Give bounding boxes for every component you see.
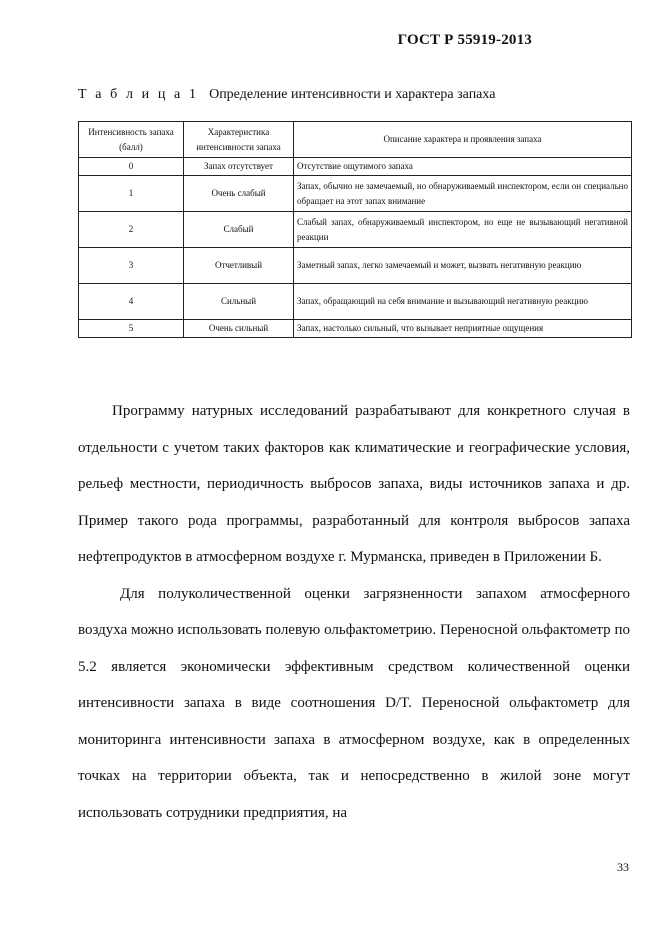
paragraph: Программу натурных исследований разрабатывают для конкретного случая в отдельности с учетом таких факторов как климатические и географические условия, рельеф местности, периодичность выбросов запаха, виды источников запаха и др. Пример такого рода программы, разработанный для контроля выбросов запаха нефтепродуктов в атмосферном воздухе г. Мурманска, приведен в Приложении Б. [78,403,630,565]
table-row [79,248,632,284]
page-number: 33 [617,860,629,874]
column-header-score: Интенсивность запаха (балл) [79,122,184,158]
table-caption-label: Т а б л и ц а 1 [78,87,199,102]
paragraph: Для полуколичественной оценки загрязненности запахом атмосферного воздуха можно использовать полевую ольфактометрию. Переносной ольфактометр по 5.2 является экономически эффективным средством количественной оценки интенсивности запаха в виде соотношения D/T. Переносной ольфактометр для мониторинга интенсивности запаха в атмосферном воздухе, как в определенных точках на территории объекта, так и непосредственно в жилой зоне могут использовать сотрудники предприятия, на [78,585,630,821]
score-cell: 5 [79,320,184,338]
description-cell: Слабый запах, обнаруживаемый инспектором, но еще не вызывающий негативной реакции [294,212,632,248]
body-text [78,393,630,831]
table-row [79,158,632,176]
score-cell: 3 [79,248,184,284]
characteristic-cell: Отчетливый [184,248,294,284]
description-cell: Отсутствие ощутимого запаха [294,158,632,176]
table-header-row [79,122,632,158]
description-cell: Запах, обычно не замечаемый, но обнаруживаемый инспектором, если он специально обращает на этот запах внимание [294,176,632,212]
table-row [79,212,632,248]
description-cell: Запах, настолько сильный, что вызывает неприятные ощущения [294,320,632,338]
characteristic-cell: Слабый [184,212,294,248]
table-row [79,320,632,338]
score-cell: 4 [79,284,184,320]
column-header-description: Описание характера и проявления запаха [294,122,632,158]
characteristic-cell: Запах отсутствует [184,158,294,176]
table-caption [78,87,495,103]
score-cell: 0 [79,158,184,176]
table-caption-title: Определение интенсивности и характера запаха [209,87,496,102]
description-cell: Заметный запах, легко замечаемый и может, вызвать негативную реакцию [294,248,632,284]
characteristic-cell: Очень слабый [184,176,294,212]
score-cell: 1 [79,176,184,212]
table-row [79,176,632,212]
document-code: ГОСТ Р 55919-2013 [397,32,532,48]
description-cell: Запах, обращающий на себя внимание и вызывающий негативную реакцию [294,284,632,320]
odor-intensity-table [78,121,632,338]
characteristic-cell: Очень сильный [184,320,294,338]
column-header-characteristic: Характеристика интенсивности запаха [184,122,294,158]
score-cell: 2 [79,212,184,248]
characteristic-cell: Сильный [184,284,294,320]
table-row [79,284,632,320]
